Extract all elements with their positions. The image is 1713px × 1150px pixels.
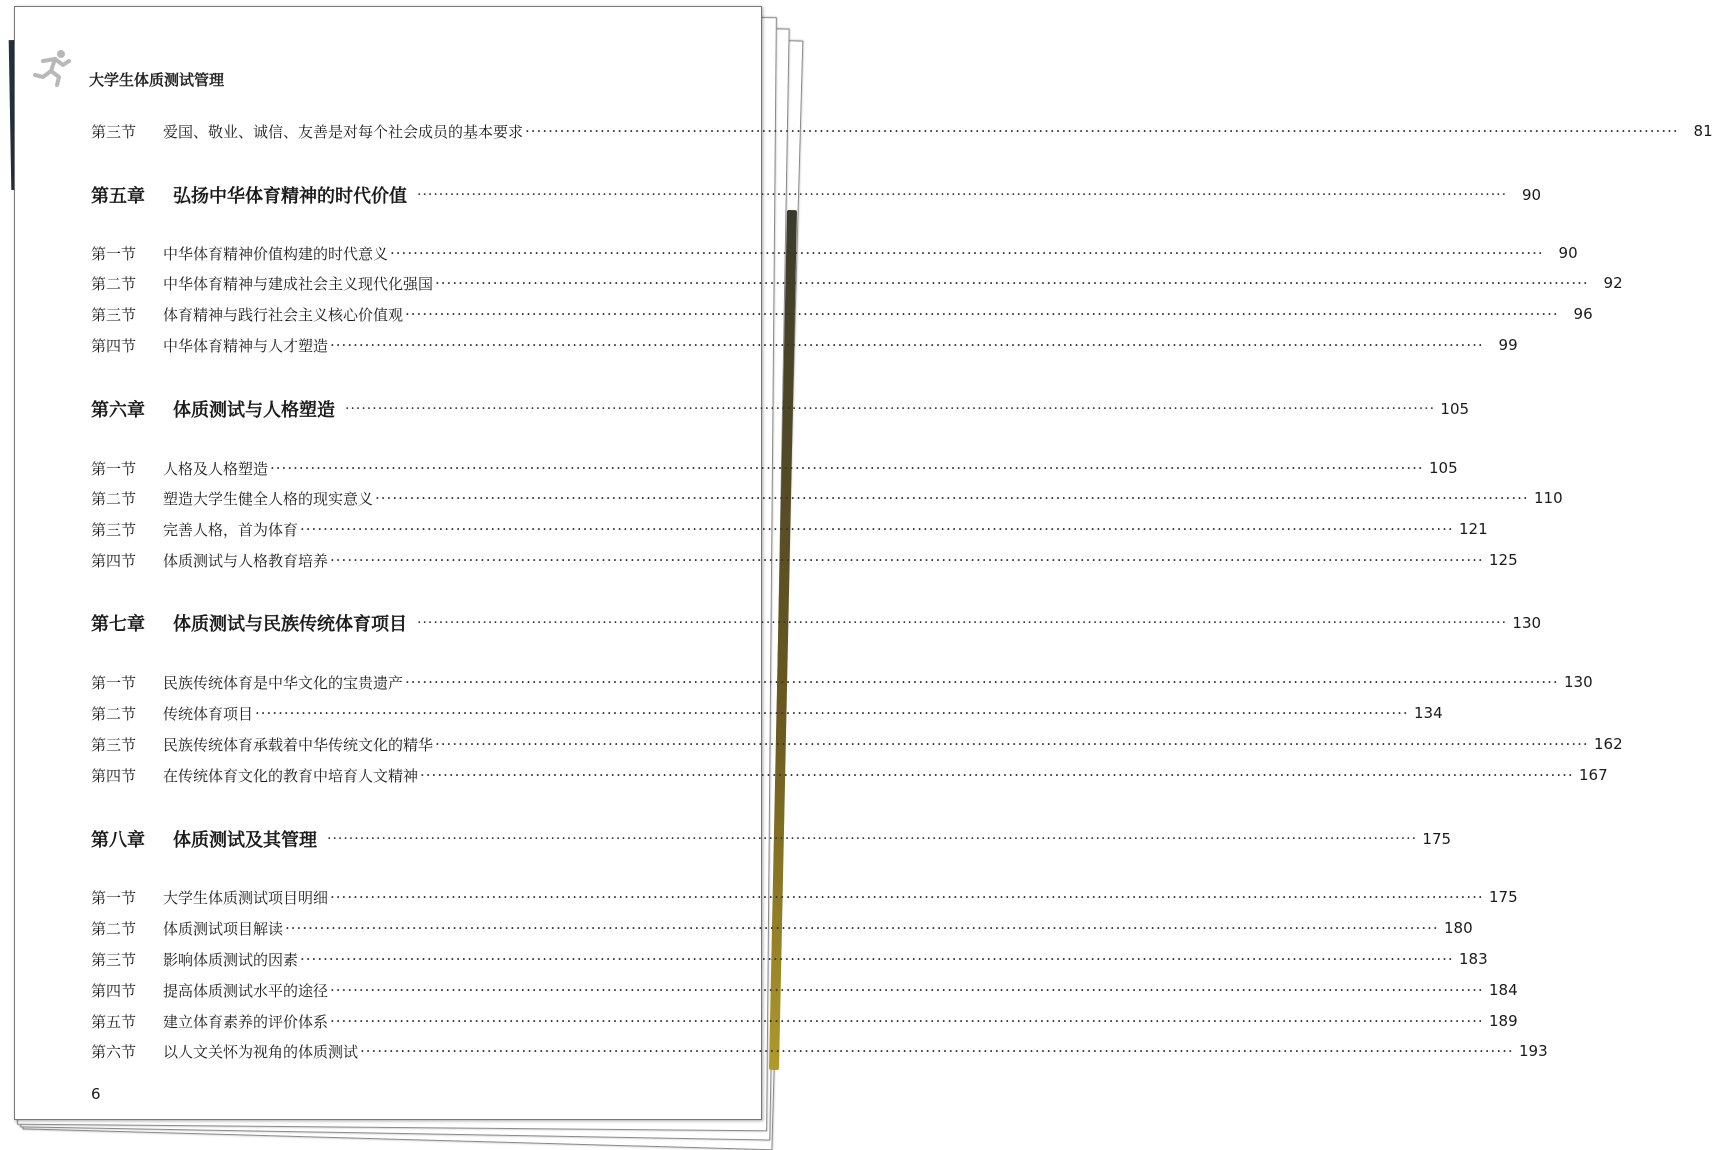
toc-page-number: 180 bbox=[1444, 919, 1473, 937]
toc-section-entry[interactable] bbox=[91, 670, 1593, 694]
toc-page-number: 90 bbox=[1521, 186, 1542, 204]
chapter-title: 体质测试及其管理 bbox=[173, 830, 317, 851]
dot-leader: ········································································································································································································ bbox=[255, 704, 1409, 722]
toc-section-entry[interactable] bbox=[91, 885, 1518, 909]
toc-page-number: 189 bbox=[1489, 1012, 1518, 1030]
toc-page-number: 105 bbox=[1440, 400, 1470, 418]
toc-section-entry[interactable] bbox=[91, 517, 1488, 541]
toc-chapter-entry[interactable] bbox=[91, 180, 1542, 210]
toc-section-entry[interactable] bbox=[91, 732, 1623, 756]
toc-chapter-entry[interactable] bbox=[91, 394, 1470, 424]
section-number: 第五节 bbox=[91, 1012, 137, 1031]
toc-page-number: 167 bbox=[1579, 766, 1608, 784]
section-title: 人格及人格塑造 bbox=[163, 459, 269, 478]
section-number: 第三节 bbox=[91, 122, 137, 141]
section-number: 第三节 bbox=[91, 305, 137, 324]
chapter-title: 弘扬中华体育精神的时代价值 bbox=[173, 186, 407, 207]
chapter-number: 第八章 bbox=[91, 830, 145, 851]
toc-page-number: 99 bbox=[1498, 336, 1518, 354]
dot-leader: ········································································································································································································ bbox=[417, 615, 1508, 631]
dot-leader: ········································································································································································································ bbox=[525, 122, 1679, 140]
section-title: 塑造大学生健全人格的现实意义 bbox=[163, 489, 374, 508]
toc-section-entry[interactable] bbox=[91, 486, 1563, 510]
section-number: 第三节 bbox=[91, 520, 137, 539]
dot-leader: ········································································································································································································ bbox=[285, 919, 1439, 937]
dot-leader: ········································································································································································································ bbox=[270, 459, 1424, 477]
section-number: 第二节 bbox=[91, 919, 137, 938]
dot-leader: ········································································································································································································ bbox=[330, 336, 1484, 354]
section-number: 第四节 bbox=[91, 336, 137, 355]
toc-chapter-entry[interactable] bbox=[91, 608, 1542, 638]
toc-section-entry[interactable] bbox=[91, 763, 1608, 787]
section-number: 第三节 bbox=[91, 950, 137, 969]
toc-section-entry[interactable] bbox=[91, 333, 1518, 357]
toc-section-entry[interactable] bbox=[91, 916, 1473, 940]
section-title: 提高体质测试水平的途径 bbox=[163, 981, 329, 1000]
toc-section-entry[interactable] bbox=[91, 241, 1578, 265]
dot-leader: ········································································································································································································ bbox=[405, 305, 1559, 323]
section-number: 第二节 bbox=[91, 704, 137, 723]
toc-page-number: 175 bbox=[1422, 830, 1452, 848]
section-title: 体质测试项目解读 bbox=[163, 919, 284, 938]
toc-page-number: 81 bbox=[1693, 122, 1713, 140]
runner-icon bbox=[29, 47, 75, 89]
toc-page-number: 175 bbox=[1489, 888, 1518, 906]
section-title: 传统体育项目 bbox=[163, 704, 254, 723]
section-number: 第一节 bbox=[91, 673, 137, 692]
toc-page-number: 125 bbox=[1489, 551, 1518, 569]
dot-leader: ········································································································································································································ bbox=[405, 673, 1559, 691]
dot-leader: ········································································································································································································ bbox=[360, 1042, 1514, 1060]
dot-leader: ········································································································································································································ bbox=[300, 950, 1454, 968]
section-title: 在传统体育文化的教育中培育人文精神 bbox=[163, 766, 419, 785]
toc-page-number: 184 bbox=[1489, 981, 1518, 999]
toc-section-entry[interactable] bbox=[91, 456, 1458, 480]
dot-leader: ········································································································································································································ bbox=[330, 981, 1484, 999]
section-number: 第四节 bbox=[91, 981, 137, 1000]
dot-leader: ········································································································································································································ bbox=[435, 274, 1589, 292]
dot-leader: ········································································································································································································ bbox=[330, 888, 1484, 906]
chapter-number: 第六章 bbox=[91, 400, 145, 421]
toc-page-number: 92 bbox=[1603, 274, 1623, 292]
toc-page-number: 134 bbox=[1414, 704, 1443, 722]
toc-page-number: 130 bbox=[1512, 614, 1542, 632]
dot-leader: ········································································································································································································ bbox=[345, 401, 1436, 417]
chapter-title: 体质测试与人格塑造 bbox=[173, 400, 335, 421]
dot-leader: ········································································································································································································ bbox=[417, 187, 1508, 203]
toc-page-number: 105 bbox=[1429, 459, 1458, 477]
toc-section-entry[interactable] bbox=[91, 119, 1713, 143]
dot-leader: ········································································································································································································ bbox=[390, 244, 1544, 262]
book-title: 大学生体质测试管理 bbox=[89, 71, 225, 89]
section-number: 第一节 bbox=[91, 244, 137, 263]
chapter-number: 第七章 bbox=[91, 614, 145, 635]
section-title: 中华体育精神与建成社会主义现代化强国 bbox=[163, 274, 434, 293]
section-number: 第一节 bbox=[91, 459, 137, 478]
section-title: 建立体育素养的评价体系 bbox=[163, 1012, 329, 1031]
section-number: 第二节 bbox=[91, 489, 137, 508]
section-title: 中华体育精神与人才塑造 bbox=[163, 336, 329, 355]
dot-leader: ········································································································································································································ bbox=[420, 766, 1574, 784]
chapter-title: 体质测试与民族传统体育项目 bbox=[173, 614, 407, 635]
toc-section-entry[interactable] bbox=[91, 1009, 1518, 1033]
section-title: 影响体质测试的因素 bbox=[163, 950, 299, 969]
chapter-number: 第五章 bbox=[91, 186, 145, 207]
toc-page bbox=[14, 6, 1713, 1120]
dot-leader: ········································································································································································································ bbox=[330, 1012, 1484, 1030]
toc-page-number: 110 bbox=[1534, 489, 1563, 507]
section-title: 大学生体质测试项目明细 bbox=[163, 888, 329, 907]
section-title: 体质测试与人格教育培养 bbox=[163, 551, 329, 570]
toc-section-entry[interactable] bbox=[91, 1039, 1548, 1063]
section-title: 体育精神与践行社会主义核心价值观 bbox=[163, 305, 404, 324]
dot-leader: ········································································································································································································ bbox=[435, 735, 1589, 753]
section-title: 民族传统体育承载着中华传统文化的精华 bbox=[163, 735, 434, 754]
toc-chapter-entry[interactable] bbox=[91, 824, 1452, 854]
section-number: 第三节 bbox=[91, 735, 137, 754]
toc-page-number: 121 bbox=[1459, 520, 1488, 538]
toc-page-number: 183 bbox=[1459, 950, 1488, 968]
section-title: 民族传统体育是中华文化的宝贵遗产 bbox=[163, 673, 404, 692]
toc-page-number: 90 bbox=[1558, 244, 1578, 262]
section-title: 爱国、敬业、诚信、友善是对每个社会成员的基本要求 bbox=[163, 122, 524, 141]
toc-section-entry[interactable] bbox=[91, 978, 1518, 1002]
toc-section-entry[interactable] bbox=[91, 302, 1593, 326]
toc-page-number: 96 bbox=[1573, 305, 1593, 323]
toc-section-entry[interactable] bbox=[91, 947, 1488, 971]
section-number: 第四节 bbox=[91, 551, 137, 570]
section-number: 第四节 bbox=[91, 766, 137, 785]
dot-leader: ········································································································································································································ bbox=[375, 489, 1529, 507]
section-number: 第一节 bbox=[91, 888, 137, 907]
section-title: 以人文关怀为视角的体质测试 bbox=[163, 1042, 359, 1061]
toc-section-entry[interactable] bbox=[91, 701, 1443, 725]
toc-section-entry[interactable] bbox=[91, 548, 1518, 572]
dot-leader: ········································································································································································································ bbox=[330, 551, 1484, 569]
section-title: 完善人格，首为体育 bbox=[163, 520, 299, 539]
dot-leader: ········································································································································································································ bbox=[300, 520, 1454, 538]
toc-page-number: 162 bbox=[1594, 735, 1623, 753]
dot-leader: ········································································································································································································ bbox=[327, 831, 1418, 847]
section-number: 第六节 bbox=[91, 1042, 137, 1061]
toc-page-number: 193 bbox=[1519, 1042, 1548, 1060]
section-title: 中华体育精神价值构建的时代意义 bbox=[163, 244, 389, 263]
toc-section-entry[interactable] bbox=[91, 271, 1623, 295]
toc-page-number: 130 bbox=[1564, 673, 1593, 691]
page-number: 6 bbox=[91, 1085, 101, 1103]
section-number: 第二节 bbox=[91, 274, 137, 293]
